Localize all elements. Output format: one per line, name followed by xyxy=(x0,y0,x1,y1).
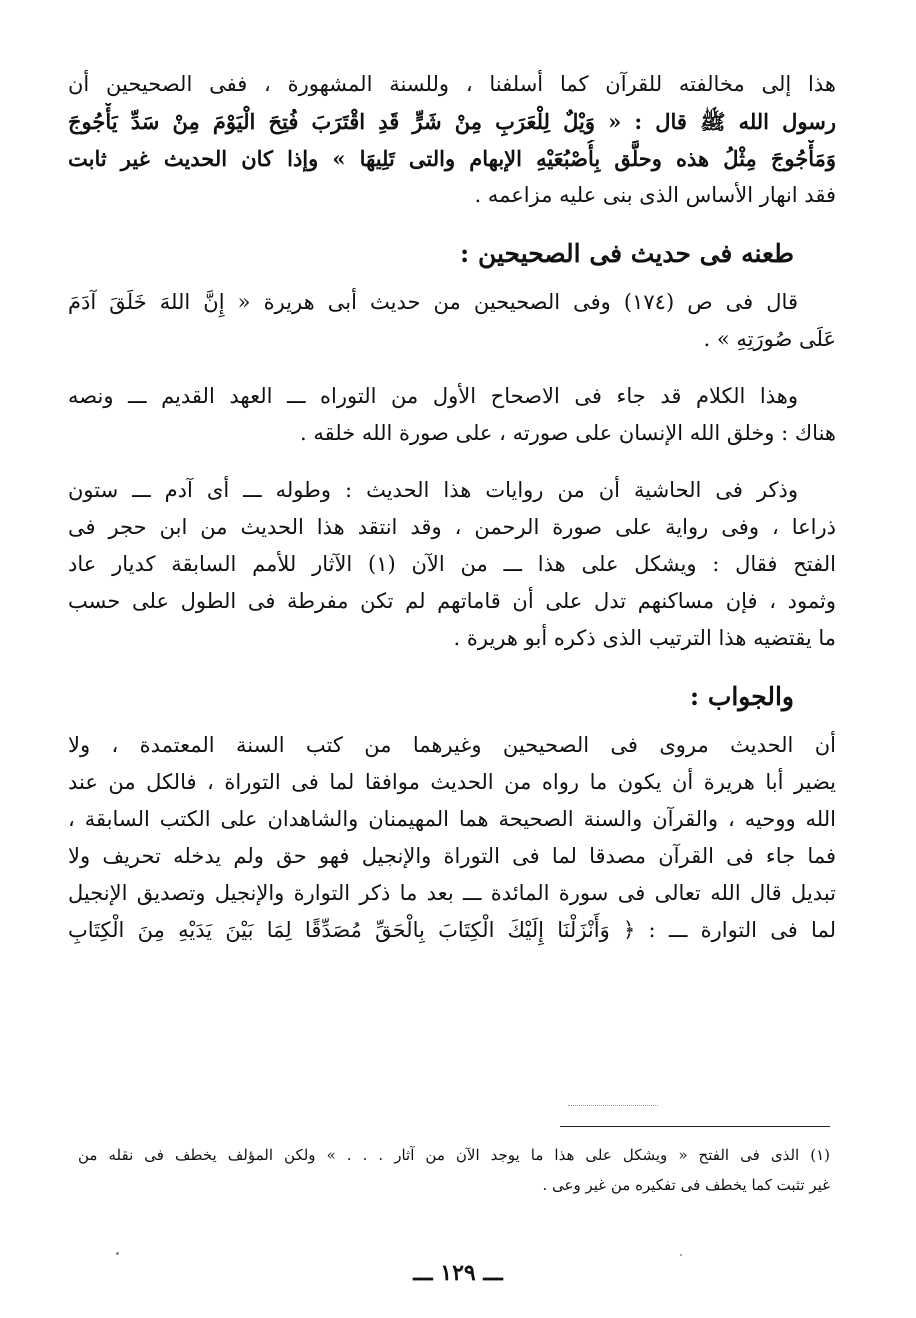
intro-paragraph xyxy=(68,66,836,214)
text-line: ذراعا ، وفى رواية على صورة الرحمن ، وقد انتقد هذا الحديث من ابن حجر فى xyxy=(68,515,836,539)
text-line: أن الحديث مروى فى الصحيحين وغيرهما من كتب السنة المعتمدة ، ولا xyxy=(68,733,836,757)
text-line: الفتح فقال : ويشكل على هذا ـــ من الآن (١) الآثار للأمم السابقة كديار عاد xyxy=(68,552,836,576)
section-heading-2: والجواب : xyxy=(689,682,794,711)
dotted-divider xyxy=(568,1105,658,1106)
text-line: تبديل قال الله تعالى فى سورة المائدة ـــ بعد ما ذكر التوارة والإنجيل وتصديق الإنجيل xyxy=(68,881,836,905)
text-line: وذكر فى الحاشية أن من روايات هذا الحديث : وطوله ـــ أى آدم ـــ ستون xyxy=(68,478,798,502)
footnote-reference-paragraph xyxy=(68,472,836,657)
quran-quote-line: لما فى التوارة ـــ : ﴿ وَأَنْزَلْنَا إِلَيْكَ الْكِتَابَ بِالْحَقِّ مُصَدِّقًا لِمَا بَيْنَ يَدَيْهِ مِنَ الْكِتَابِ xyxy=(68,918,836,942)
torah-paragraph xyxy=(68,378,836,452)
text-line: فقد انهار الأساس الذى بنى عليه مزاعمه . xyxy=(474,183,836,207)
answer-paragraph xyxy=(68,727,836,949)
text-line: الله ووحيه ، والقرآن والسنة الصحيحة هما المهيمنان والشاهدان على الكتب السابقة ، xyxy=(68,807,836,831)
text-line: وثمود ، فإن مساكنهم تدل على أن قاماتهم لم تكن مفرطة فى الطول على حسب xyxy=(68,589,836,613)
footnote-line: (١) الذى فى الفتح « ويشكل على هذا ما يوجد الآن من آثار . . . » ولكن المؤلف يخطف فى نقله من xyxy=(78,1146,830,1164)
footnote xyxy=(78,1140,830,1200)
quote-paragraph xyxy=(68,284,836,358)
text-line: يضير أبا هريرة أن يكون ما رواه من الحديث موافقا لما فى التوراة ، فالكل من عند xyxy=(68,770,836,794)
text-line: هذا إلى مخالفته للقرآن كما أسلفنا ، وللسنة المشهورة ، ففى الصحيحين أن xyxy=(68,72,836,96)
footnote-line: غير تثبت كما يخطف فى تفكيره من غير وعى . xyxy=(542,1176,830,1194)
text-line: قال فى ص (١٧٤) وفى الصحيحين من حديث أبى هريرة « إِنَّ اللهَ خَلَقَ آدَمَ xyxy=(68,290,798,314)
hadith-quote-line: وَمَأْجُوجَ مِثْلُ هذه وحلَّق بِأُصْبُعَيْهِ الإبهام والتى تَلِيهَا » وإذا كان الحديث غير ثابت xyxy=(68,146,836,171)
text-line: وهذا الكلام قد جاء فى الاصحاح الأول من التوراه ـــ العهد القديم ـــ ونصه xyxy=(68,384,798,408)
hadith-quote-line: رسول الله ﷺ قال : « وَيْلٌ لِلْعَرَبِ مِنْ شَرٍّ قَدِ اقْتَرَبَ فُتِحَ الْيَوْمَ مِنْ سَدِّ يَأْجُوجَ xyxy=(68,109,836,134)
text-line: فما جاء فى القرآن مصدقا لما فى التوراة والإنجيل فهو حق ولم يدخله تحريف ولا xyxy=(68,844,836,868)
scan-speck xyxy=(116,1252,119,1255)
section-heading-1: طعنه فى حديث فى الصحيحين : xyxy=(460,239,794,268)
page-body xyxy=(68,66,836,969)
text-line: عَلَى صُورَتِهِ » . xyxy=(703,327,836,351)
scan-speck xyxy=(680,1254,682,1256)
text-line: ما يقتضيه هذا الترتيب الذى ذكره أبو هريرة . xyxy=(453,626,836,650)
text-line: هناك : وخلق الله الإنسان على صورته ، على صورة الله خلقه . xyxy=(300,421,836,445)
page-number: ـــ ١٢٩ ـــ xyxy=(413,1260,503,1286)
footnote-divider xyxy=(560,1126,830,1127)
